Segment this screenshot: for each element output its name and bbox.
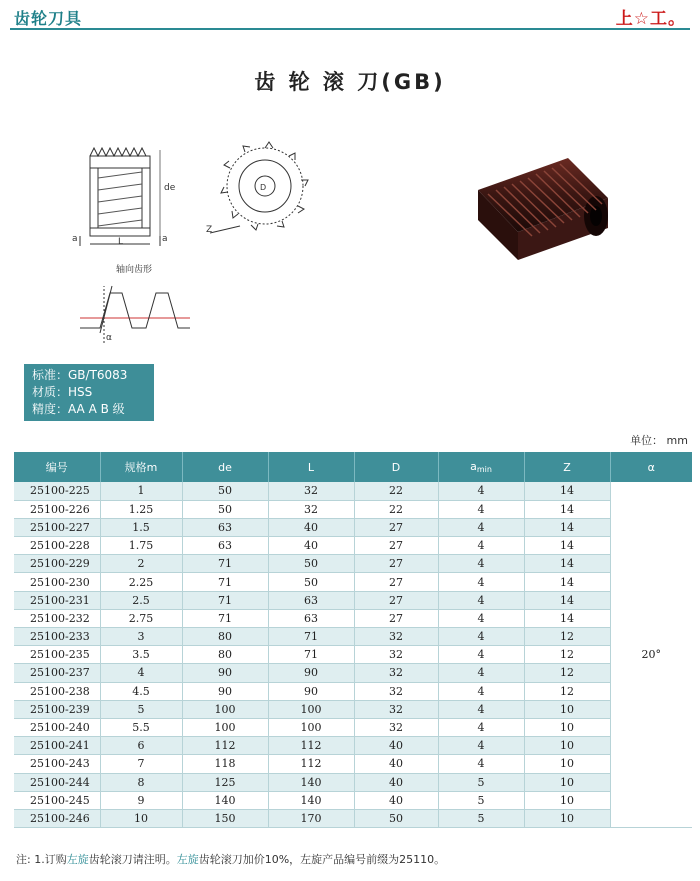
table-row [14, 809, 692, 827]
table-cell: 112 [182, 737, 268, 755]
table-row [14, 773, 692, 791]
col-header-amin: $a_{min}$ [438, 452, 524, 482]
table-cell: 25100-239 [14, 700, 100, 718]
table-cell: 1 [100, 482, 182, 500]
table-cell: 112 [268, 755, 354, 773]
table-cell: 5 [438, 773, 524, 791]
table-cell: 2.75 [100, 609, 182, 627]
table-cell: 63 [182, 518, 268, 536]
label-de: de [164, 183, 176, 193]
table-cell: 40 [268, 518, 354, 536]
table-cell: 10 [524, 737, 610, 755]
table-cell: 6 [100, 737, 182, 755]
brand-logo: 上☆工。 [615, 9, 686, 29]
table-cell: 25100-240 [14, 718, 100, 736]
footnote: 注: 1.订购左旋齿轮滚刀请注明。左旋齿轮滚刀加价10%，左旋产品编号前缀为25110。 [16, 853, 446, 866]
table-cell: 4 [438, 537, 524, 555]
table-row [14, 500, 692, 518]
table-row [14, 682, 692, 700]
hob-cutter-photo [460, 150, 620, 280]
table-cell: 4 [438, 646, 524, 664]
table-cell: 25100-225 [14, 482, 100, 500]
alpha-value: 20° [610, 482, 692, 828]
table-cell: 25100-228 [14, 537, 100, 555]
table-cell: 12 [524, 646, 610, 664]
table-cell: 4 [438, 591, 524, 609]
table-cell: 14 [524, 482, 610, 500]
table-cell: 25100-230 [14, 573, 100, 591]
table-cell: 3.5 [100, 646, 182, 664]
label-a-right: a [162, 234, 168, 244]
table-row [14, 537, 692, 555]
table-row [14, 482, 692, 500]
unit-label: 单位： mm [630, 434, 688, 447]
table-cell: 10 [524, 755, 610, 773]
table-cell: 32 [268, 482, 354, 500]
table-cell: 71 [268, 628, 354, 646]
table-cell: 10 [524, 809, 610, 827]
table-cell: 4 [438, 682, 524, 700]
table-cell: 12 [524, 628, 610, 646]
table-cell: 140 [182, 791, 268, 809]
table-cell: 14 [524, 518, 610, 536]
table-cell: 3 [100, 628, 182, 646]
label-alpha: α [106, 333, 112, 343]
table-cell: 112 [268, 737, 354, 755]
table-cell: 5 [438, 809, 524, 827]
table-cell: 27 [354, 609, 438, 627]
table-cell: 27 [354, 555, 438, 573]
table-cell: 80 [182, 646, 268, 664]
table-cell: 22 [354, 482, 438, 500]
col-header-D: D [354, 452, 438, 482]
col-header-code: 编号 [14, 452, 100, 482]
table-cell: 10 [524, 700, 610, 718]
axial-tooth-profile [80, 286, 190, 343]
table-cell: 1.75 [100, 537, 182, 555]
col-header-de: de [182, 452, 268, 482]
table-cell: 14 [524, 555, 610, 573]
table-cell: 25100-245 [14, 791, 100, 809]
table-cell: 4 [438, 700, 524, 718]
table-cell: 12 [524, 682, 610, 700]
table-cell: 40 [354, 755, 438, 773]
page-title: 齿 轮 滚 刀(GB) [254, 70, 446, 94]
table-cell: 50 [182, 500, 268, 518]
table-cell: 25100-244 [14, 773, 100, 791]
table-cell: 25100-232 [14, 609, 100, 627]
table-cell: 50 [268, 555, 354, 573]
table-cell: 5 [438, 791, 524, 809]
table-cell: 32 [354, 628, 438, 646]
table-cell: 71 [182, 591, 268, 609]
table-cell: 71 [182, 609, 268, 627]
table-row [14, 755, 692, 773]
spec-table [14, 452, 692, 828]
table-cell: 32 [354, 646, 438, 664]
col-header-alpha: α [610, 452, 692, 482]
table-cell: 25100-233 [14, 628, 100, 646]
table-cell: 4 [438, 609, 524, 627]
table-cell: 1.25 [100, 500, 182, 518]
col-header-L: L [268, 452, 354, 482]
table-cell: 25100-229 [14, 555, 100, 573]
table-cell: 10 [524, 791, 610, 809]
table-row [14, 737, 692, 755]
table-cell: 4 [438, 755, 524, 773]
table-row [14, 591, 692, 609]
table-cell: 25100-235 [14, 646, 100, 664]
table-cell: 12 [524, 664, 610, 682]
table-cell: 10 [524, 718, 610, 736]
table-cell: 27 [354, 518, 438, 536]
table-cell: 90 [182, 682, 268, 700]
table-cell: 10 [100, 809, 182, 827]
table-cell: 1.5 [100, 518, 182, 536]
table-row [14, 609, 692, 627]
table-cell: 90 [268, 664, 354, 682]
table-cell: 50 [354, 809, 438, 827]
table-cell: 14 [524, 573, 610, 591]
col-header-module: 规格m [100, 452, 182, 482]
table-row [14, 518, 692, 536]
table-cell: 4 [438, 518, 524, 536]
table-row [14, 628, 692, 646]
table-cell: 14 [524, 591, 610, 609]
table-cell: 4.5 [100, 682, 182, 700]
table-row [14, 646, 692, 664]
table-cell: 90 [182, 664, 268, 682]
table-cell: 4 [438, 718, 524, 736]
table-cell: 170 [268, 809, 354, 827]
table-cell: 4 [438, 500, 524, 518]
table-row [14, 700, 692, 718]
table-cell: 32 [354, 682, 438, 700]
table-cell: 4 [100, 664, 182, 682]
label-a-left: a [72, 234, 78, 244]
table-row [14, 791, 692, 809]
table-cell: 7 [100, 755, 182, 773]
table-cell: 14 [524, 609, 610, 627]
table-cell: 4 [438, 737, 524, 755]
table-cell: 25100-243 [14, 755, 100, 773]
table-cell: 63 [268, 609, 354, 627]
table-cell: 9 [100, 791, 182, 809]
table-cell: 8 [100, 773, 182, 791]
table-cell: 140 [268, 791, 354, 809]
table-cell: 63 [268, 591, 354, 609]
drawing-caption: 轴向齿形 [116, 265, 153, 275]
hob-end-view [210, 142, 308, 233]
table-cell: 2.25 [100, 573, 182, 591]
header-divider [10, 28, 690, 30]
table-cell: 27 [354, 573, 438, 591]
table-cell: 4 [438, 482, 524, 500]
table-header-row [14, 452, 692, 482]
hob-technical-drawing [60, 128, 350, 348]
table-cell: 118 [182, 755, 268, 773]
table-cell: 50 [268, 573, 354, 591]
table-cell: 71 [182, 555, 268, 573]
table-cell: 71 [268, 646, 354, 664]
table-cell: 150 [182, 809, 268, 827]
table-row [14, 718, 692, 736]
table-cell: 27 [354, 591, 438, 609]
specs-box [24, 364, 154, 421]
table-cell: 100 [182, 700, 268, 718]
table-cell: 32 [268, 500, 354, 518]
table-cell: 63 [182, 537, 268, 555]
table-cell: 32 [354, 664, 438, 682]
table-cell: 71 [182, 573, 268, 591]
table-cell: 22 [354, 500, 438, 518]
table-cell: 50 [182, 482, 268, 500]
table-cell: 5.5 [100, 718, 182, 736]
table-cell: 2.5 [100, 591, 182, 609]
table-cell: 4 [438, 664, 524, 682]
hob-side-view [80, 148, 160, 246]
table-row [14, 573, 692, 591]
table-cell: 25100-227 [14, 518, 100, 536]
table-cell: 10 [524, 773, 610, 791]
table-cell: 25100-226 [14, 500, 100, 518]
table-cell: 25100-246 [14, 809, 100, 827]
table-cell: 25100-238 [14, 682, 100, 700]
table-cell: 32 [354, 718, 438, 736]
table-cell: 100 [268, 718, 354, 736]
table-cell: 40 [268, 537, 354, 555]
table-cell: 25100-241 [14, 737, 100, 755]
table-cell: 100 [182, 718, 268, 736]
table-cell: 32 [354, 700, 438, 718]
table-cell: 4 [438, 628, 524, 646]
label-D: D [260, 183, 267, 192]
label-L: L [118, 237, 124, 247]
table-row [14, 664, 692, 682]
table-row [14, 555, 692, 573]
table-cell: 2 [100, 555, 182, 573]
table-cell: 14 [524, 500, 610, 518]
table-cell: 80 [182, 628, 268, 646]
table-cell: 140 [268, 773, 354, 791]
spec-standard: 标准：GB/T6083 [32, 368, 128, 382]
label-Z: Z [206, 225, 213, 235]
table-cell: 27 [354, 537, 438, 555]
top-header [0, 0, 700, 34]
table-cell: 100 [268, 700, 354, 718]
table-cell: 5 [100, 700, 182, 718]
table-cell: 40 [354, 773, 438, 791]
spec-material: 材质：HSS [32, 385, 93, 399]
table-cell: 4 [438, 573, 524, 591]
table-cell: 40 [354, 737, 438, 755]
table-cell: 40 [354, 791, 438, 809]
table-cell: 25100-231 [14, 591, 100, 609]
table-cell: 125 [182, 773, 268, 791]
col-header-Z: Z [524, 452, 610, 482]
table-cell: 25100-237 [14, 664, 100, 682]
table-cell: 90 [268, 682, 354, 700]
section-title: 齿轮刀具 [14, 9, 83, 28]
table-cell: 4 [438, 555, 524, 573]
table-cell: 14 [524, 537, 610, 555]
spec-precision: 精度：AA A B 级 [32, 402, 125, 416]
